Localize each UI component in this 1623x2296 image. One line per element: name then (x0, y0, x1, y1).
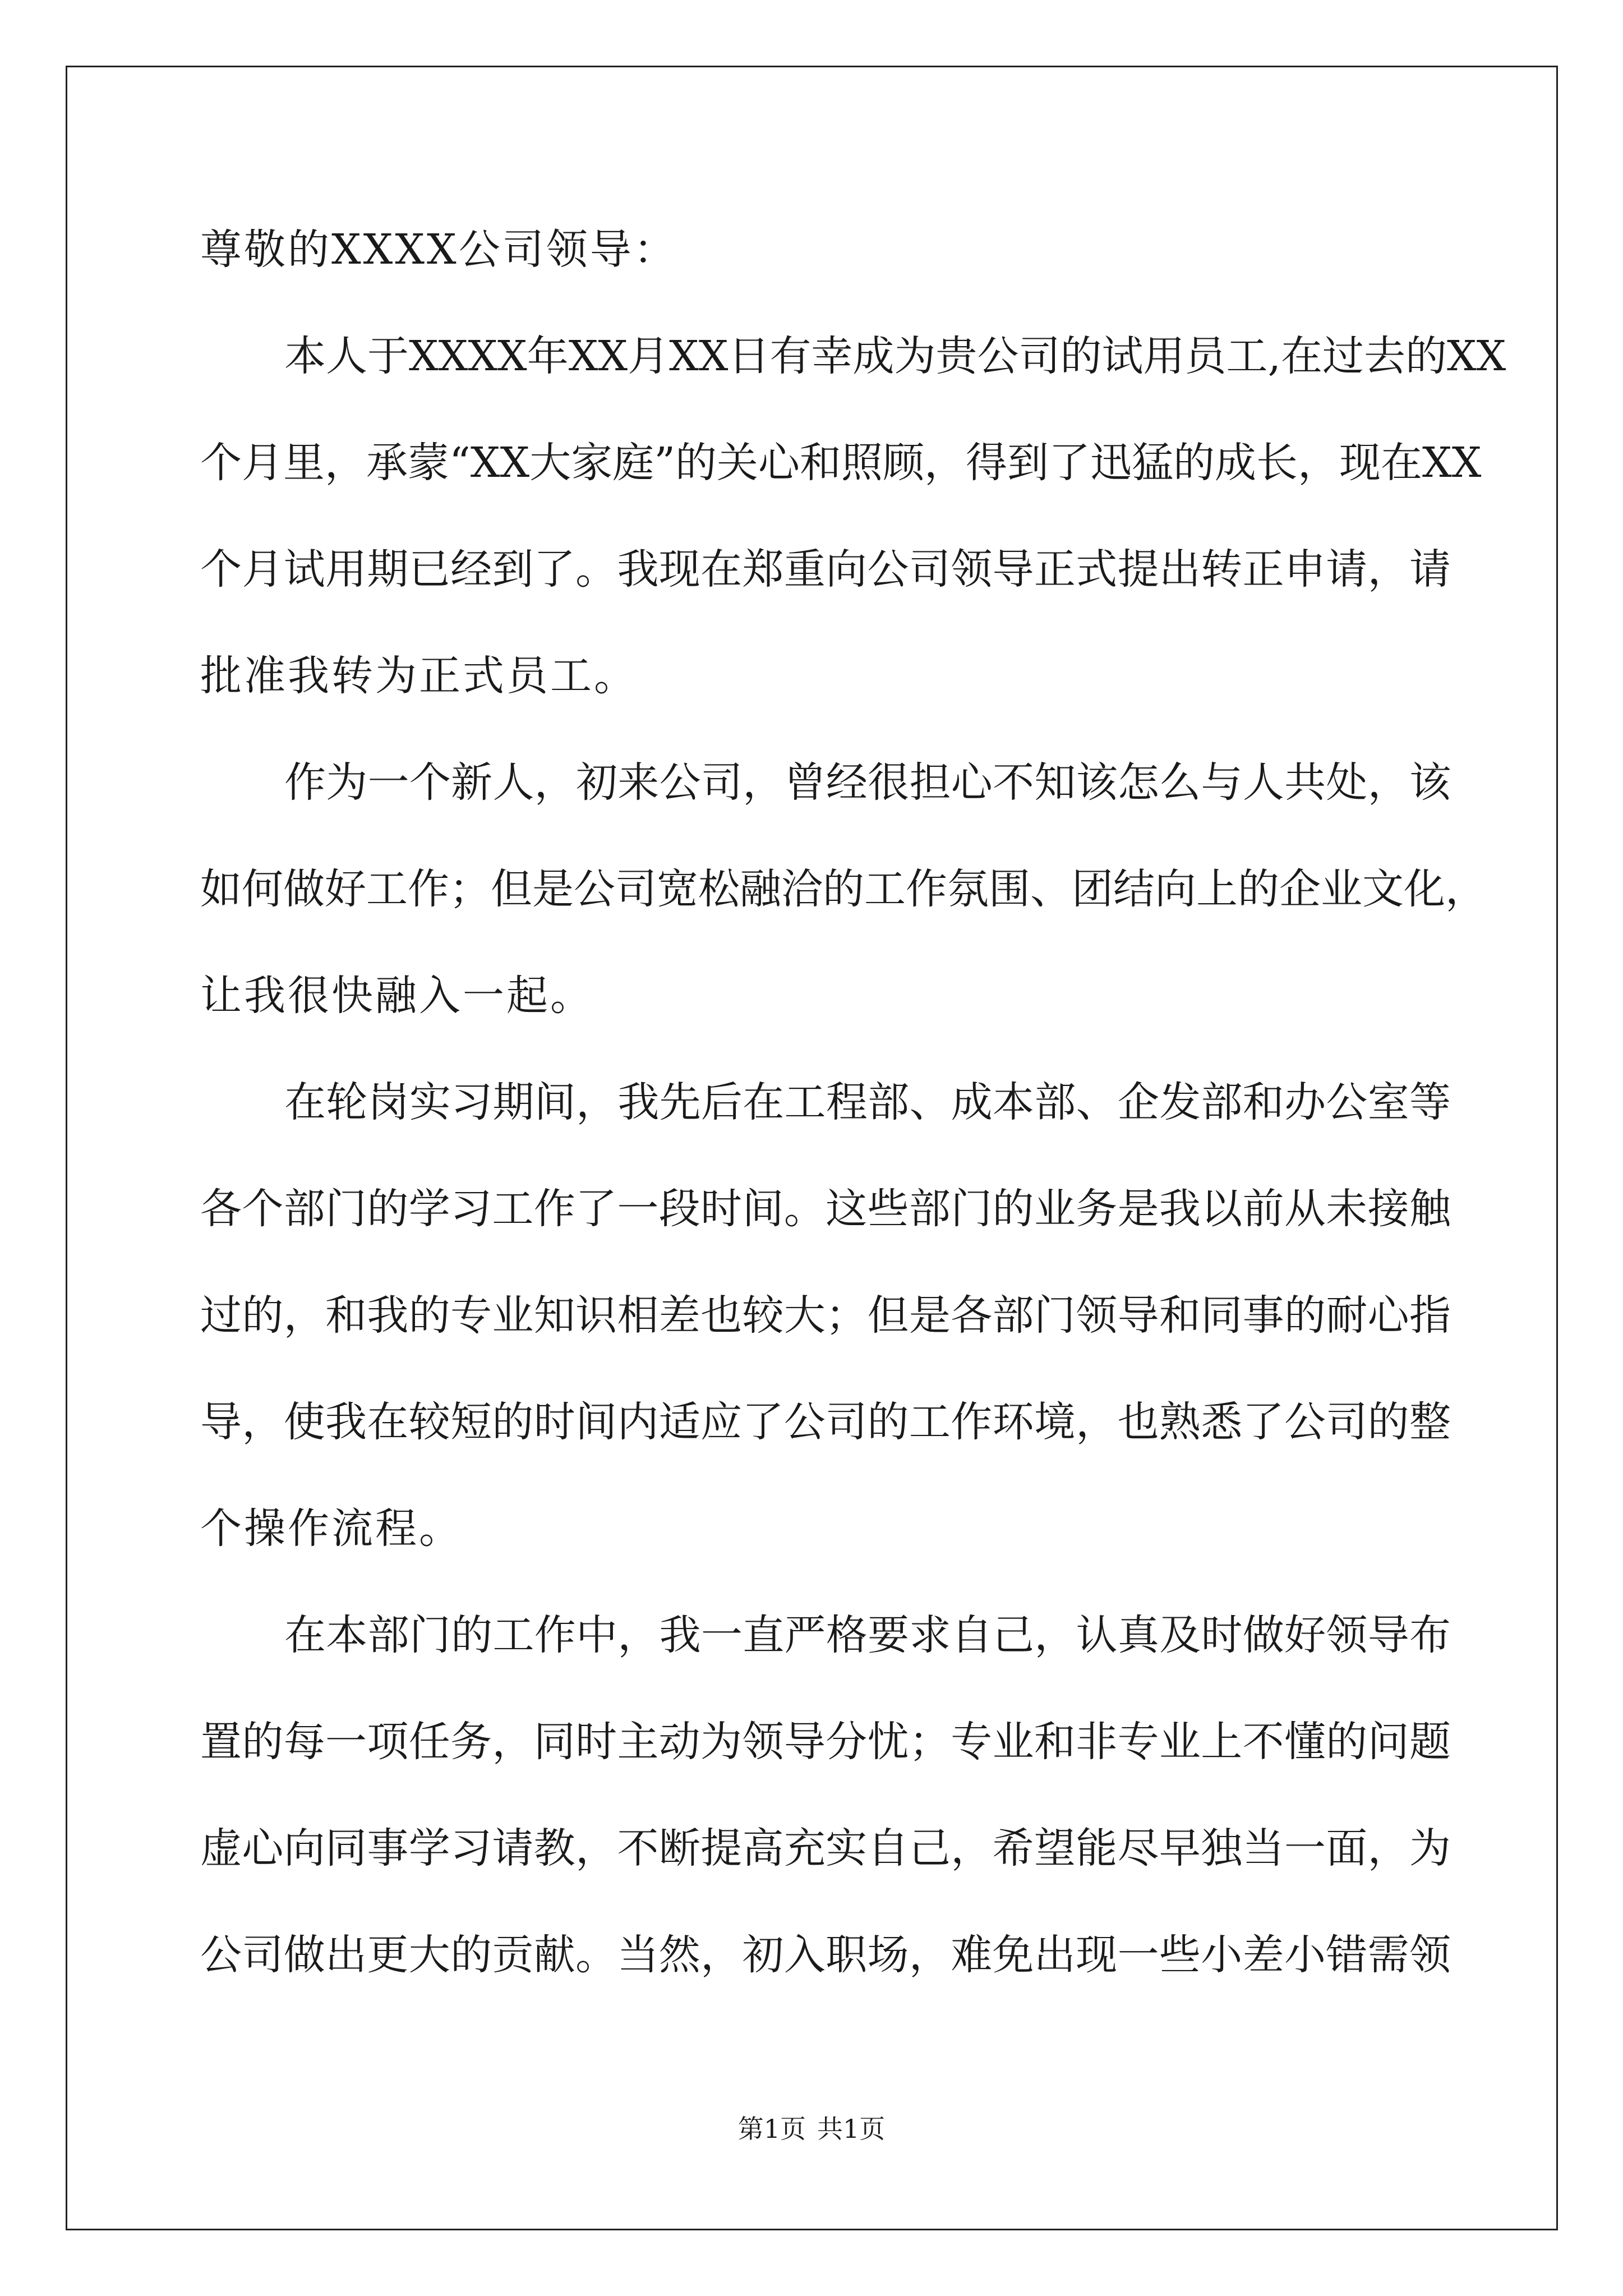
paragraph-2-line-3: 让我很快融入一起。 (200, 972, 594, 1020)
paragraph-4-line-3: 虚心向同事学习请教，不断提高充实自己，希望能尽早独当一面，为 (200, 1824, 1451, 1872)
paragraph-1-line-3: 个月试用期已经到了。我现在郑重向公司领导正式提出转正申请，请 (200, 545, 1451, 593)
paragraph-4-line-4: 公司做出更大的贡献。当然，初入职场，难免出现一些小差小错需领 (200, 1931, 1451, 1979)
paragraph-1-line-2: 个月里，承蒙“XX大家庭”的关心和照顾，得到了迅猛的成长，现在XX (200, 439, 1482, 487)
page-footer (0, 2112, 1623, 2146)
paragraph-3-line-3: 过的，和我的专业知识相差也较大；但是各部门领导和同事的耐心指 (200, 1291, 1451, 1340)
paragraph-4-line-1: 在本部门的工作中，我一直严格要求自己，认真及时做好领导布 (284, 1611, 1451, 1659)
paragraph-2-line-1: 作为一个新人，初来公司，曾经很担心不知该怎么与人共处，该 (284, 758, 1451, 807)
paragraph-1-line-1: 本人于XXXX年XX月XX日有幸成为贵公司的试用员工,在过去的XX (284, 332, 1506, 380)
paragraph-2-line-2: 如何做好工作；但是公司宽松融洽的工作氛围、团结向上的企业文化， (200, 865, 1487, 913)
paragraph-4-line-2: 置的每一项任务，同时主动为领导分忧；专业和非专业上不懂的问题 (200, 1718, 1451, 1766)
paragraph-1-line-4: 批准我转为正式员工。 (200, 652, 638, 700)
page-total: 共1页 (817, 2114, 886, 2144)
paragraph-3-line-1: 在轮岗实习期间，我先后在工程部、成本部、企发部和办公室等 (284, 1078, 1451, 1126)
page-border (66, 66, 1558, 2230)
salutation: 尊敬的XXXX公司领导： (200, 226, 677, 274)
paragraph-3-line-4: 导，使我在较短的时间内适应了公司的工作环境，也熟悉了公司的整 (200, 1398, 1451, 1446)
paragraph-3-line-2: 各个部门的学习工作了一段时间。这些部门的业务是我以前从未接触 (200, 1185, 1451, 1233)
paragraph-3-line-5: 个操作流程。 (200, 1504, 463, 1553)
page-number: 第1页 (737, 2114, 806, 2144)
